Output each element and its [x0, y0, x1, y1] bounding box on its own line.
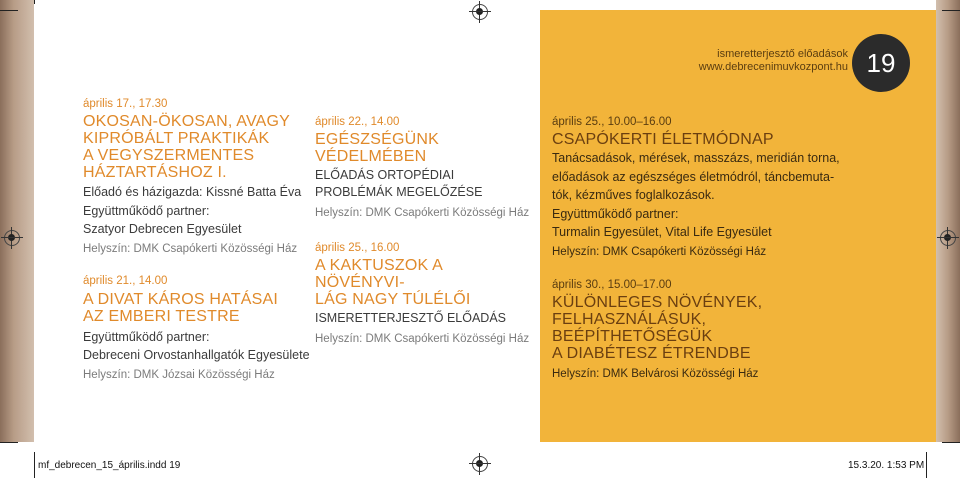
title-line: KIPRÓBÁLT PRAKTIKÁK [83, 130, 270, 147]
right-photo-strip [936, 0, 960, 442]
title-line: A VEGYSZERMENTES [83, 147, 255, 164]
title-line: A KAKTUSZOK A NÖVÉNYVI- [315, 257, 443, 291]
title-line: LÁG NAGY TÚLÉLŐI [315, 291, 471, 308]
event-3 [315, 116, 535, 222]
event-title [315, 257, 535, 308]
body-line: Együttműködő partner: [83, 329, 210, 344]
header-text [699, 48, 848, 74]
title-line: HÁZTARTÁSHOZ I. [83, 164, 227, 181]
event-location: Helyszín: DMK Csapókerti Közösségi Ház [315, 333, 530, 345]
event-body [83, 328, 323, 365]
title-line: CSAPÓKERTI ÉLETMÓDNAP [552, 131, 774, 148]
right-column [552, 116, 852, 383]
crop-mark [942, 442, 960, 443]
event-date: április 25., 10.00–16.00 [552, 116, 672, 128]
event-2 [83, 275, 323, 384]
left-column [83, 98, 323, 384]
event-title [315, 131, 535, 165]
title-line: EGÉSZSÉGÜNK VÉDELMÉBEN [315, 131, 440, 165]
event-date: április 17., 17.30 [83, 98, 168, 110]
event-title [83, 291, 323, 325]
title-line: A DIABÉTESZ ÉTRENDBE [552, 344, 751, 362]
event-location: Helyszín: DMK Józsai Közösségi Ház [83, 368, 275, 381]
left-photo-strip [0, 0, 34, 442]
event-date: április 22., 14.00 [315, 116, 400, 128]
registration-mark-icon [472, 4, 488, 20]
subtitle-line: ELŐADÁS ORTOPÉDIAI [315, 168, 455, 182]
registration-mark-icon [940, 230, 956, 246]
crop-mark [34, 0, 35, 4]
registration-mark-icon [4, 230, 20, 246]
event-6 [552, 279, 852, 383]
crop-mark [926, 452, 927, 478]
crop-mark [942, 10, 960, 11]
body-line: Debreceni Orvostanhallgatók Egyesülete [83, 348, 310, 362]
slug-left: mf_debrecen_15_április.indd 19 [38, 460, 181, 471]
body-line: Együttműködő partner: [83, 203, 210, 218]
event-body [83, 183, 323, 239]
event-4 [315, 242, 535, 348]
title-line: AZ EMBERI TESTRE [83, 307, 240, 325]
title-line: OKOSAN-ÖKOSAN, AVAGY [83, 113, 291, 130]
event-title [552, 294, 852, 362]
event-date: április 30., 15.00–17.00 [552, 278, 672, 291]
event-subtitle [315, 310, 535, 327]
crop-mark [0, 442, 18, 443]
event-body [552, 149, 852, 242]
crop-mark [34, 452, 35, 478]
body-line: Turmalin Egyesület, Vital Life Egyesület [552, 225, 772, 239]
event-location: Helyszín: DMK Csapókerti Közösségi Ház [315, 207, 530, 219]
event-5 [552, 116, 852, 261]
event-date: április 25., 16.00 [315, 242, 400, 254]
page-number-badge: 19 [852, 34, 910, 92]
subtitle-line: ISMERETTERJESZTŐ ELŐADÁS [315, 311, 507, 325]
body-line: Együttműködő partner: [552, 206, 679, 221]
event-location: Helyszín: DMK Belvárosi Közösségi Ház [552, 367, 759, 380]
subtitle-line: PROBLÉMÁK MEGELŐZÉSE [315, 185, 483, 199]
event-subtitle [315, 167, 535, 201]
registration-mark-icon [472, 456, 488, 472]
event-date: április 21., 14.00 [83, 274, 168, 287]
crop-mark [0, 10, 18, 11]
title-line: KÜLÖNLEGES NÖVÉNYEK, [552, 293, 763, 311]
event-location: Helyszín: DMK Csapókerti Közösségi Ház [552, 245, 767, 258]
body-line: Tanácsadások, mérések, masszázs, meridián torna, [552, 151, 840, 165]
title-line: FELHASZNÁLÁSUK, BEÉPÍTHETŐSÉGÜK [552, 310, 713, 345]
slug-right: 15.3.20. 1:53 PM [848, 460, 925, 471]
body-line: Szatyor Debrecen Egyesület [83, 222, 242, 236]
event-location: Helyszín: DMK Csapókerti Közösségi Ház [83, 242, 298, 255]
event-title [83, 113, 323, 181]
title-line: A DIVAT KÁROS HATÁSAI [83, 290, 279, 308]
header-line-2: www.debrecenimuvkozpont.hu [698, 61, 848, 73]
event-title [552, 131, 852, 148]
body-line: Előadó és házigazda: Kissné Batta Éva [83, 185, 302, 199]
header-line-1: ismeretterjesztő előadások [717, 48, 848, 60]
event-1 [83, 98, 323, 258]
body-line: tók, kézműves foglalkozások. [552, 188, 715, 202]
body-line: előadások az egészséges életmódról, táncbemuta- [552, 169, 835, 184]
middle-column [315, 116, 535, 348]
